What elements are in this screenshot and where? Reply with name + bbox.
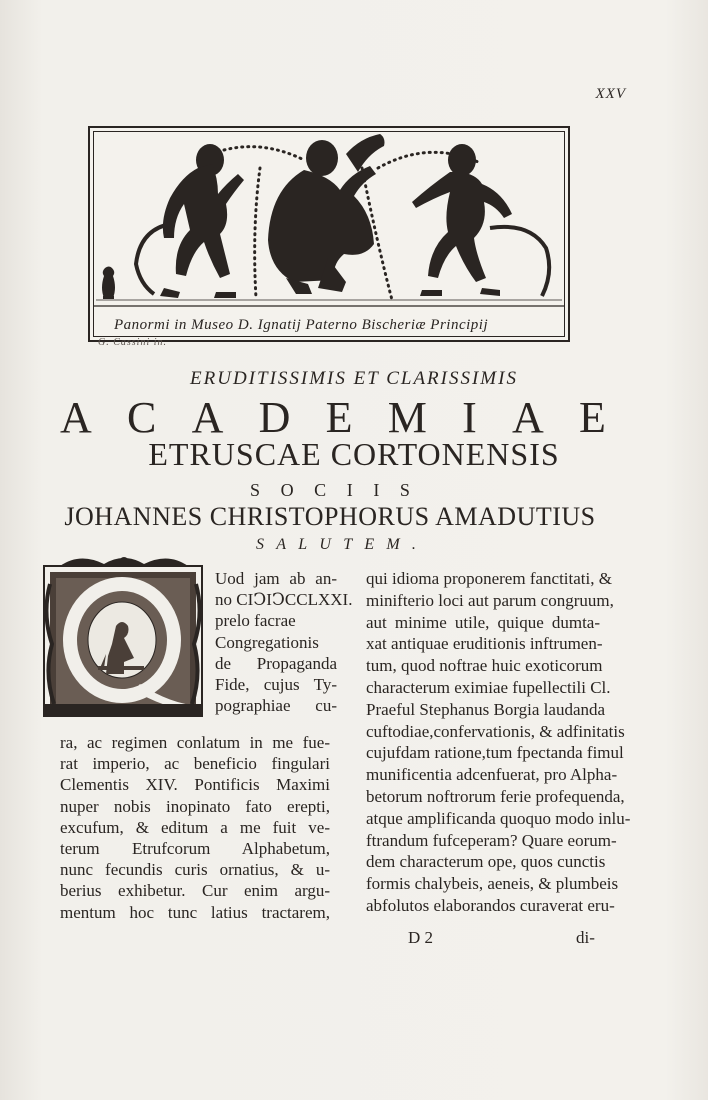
dedication-heading-line1: ERUDITISSIMIS ET CLARISSIMIS [190, 368, 518, 389]
letter: E [364, 536, 375, 553]
letter: A [191, 393, 224, 442]
text-line: nuper nobis inopinato fato erepti, [60, 796, 330, 816]
plate-caption: Panormi in Museo D. Ignatij Paterno Bischeriæ Principij [114, 317, 489, 333]
text-line: mentum hoc tunc latius tractarem, [60, 902, 330, 922]
text-line: characterum eximiae fupellectili Cl. [366, 677, 611, 697]
letter: L [298, 536, 308, 553]
vase-painting-illustration [90, 128, 568, 340]
letter: . [411, 536, 416, 553]
dedication-salutem [256, 536, 416, 554]
text-line: cuftodiae,confervationis, & adfinitatis [366, 721, 625, 741]
text-line: terum Etrufcorum Alphabetum, [60, 839, 330, 859]
text-line: betorum noftrorum ferie profequenda, [366, 786, 625, 806]
satyr-left-figure [136, 144, 244, 298]
text-line: ftrandum fufceperam? Quare eorum- [366, 830, 617, 850]
letter: I [346, 480, 353, 500]
right-column-text [366, 568, 631, 917]
letter: E [579, 393, 606, 442]
text-line: nunc fecundis curis ornatius, & u- [60, 860, 330, 880]
jug-icon [102, 267, 115, 300]
letter: M [386, 536, 400, 553]
letter: S [256, 536, 264, 553]
text-line: no CIↃIↃCCLXXI. [215, 590, 353, 610]
text-line: minifterio loci aut parum congruum, [366, 590, 614, 610]
letter: O [280, 480, 294, 500]
text-line: excufum, & editum a me fuit ve- [60, 817, 330, 837]
text-line: aut minime utile, quique dumta- [366, 612, 600, 632]
signature-mark: D 2 [408, 928, 434, 947]
text-line: pographiae cu- [215, 696, 337, 716]
left-column-indented-text [215, 568, 353, 716]
letter: S [399, 480, 410, 500]
seated-figure [268, 134, 385, 294]
text-line: de Propaganda [215, 653, 337, 673]
letter: I [462, 393, 477, 442]
text-line: Congregationis [215, 632, 319, 652]
letter: A [60, 393, 92, 442]
letter: C [127, 393, 157, 442]
page-number: XXV [595, 86, 626, 102]
text-line: Clementis XIV. Pontificis Maximi [60, 775, 330, 795]
dedication-heading-sociis [250, 480, 410, 501]
letter: D [258, 393, 291, 442]
letter: U [319, 536, 331, 553]
letter: S [250, 480, 261, 500]
text-line: munificentia adcenfuerat, pro Alpha- [366, 765, 618, 785]
letter: A [512, 393, 544, 442]
text-line: ra, ac regimen conlatum in me fue- [60, 733, 330, 752]
letter: I [373, 480, 380, 500]
text-line: cujufdam ratione,tum fpectanda fimul [366, 743, 624, 763]
text-line: tum, quod noftrae huic exoticorum [366, 656, 603, 676]
text-line: berius exhibetur. Cur enim argu- [60, 881, 330, 901]
catchword: di- [576, 928, 595, 947]
engraved-plate [88, 126, 570, 342]
letter: A [276, 536, 287, 553]
letter: E [325, 393, 353, 442]
text-line: xat antiquae eruditionis inftrumen- [366, 634, 603, 654]
text-line: Fide, cujus Ty- [215, 675, 337, 695]
text-line: rat imperio, ac beneficio fingulari [60, 754, 330, 774]
letter: C [314, 480, 327, 500]
text-line: abfolutos elaborandos curaverat eru- [366, 895, 615, 915]
text-line: Uod jam ab an- [215, 569, 337, 588]
letter: M [387, 393, 427, 442]
letter: T [343, 536, 353, 553]
left-column-text [60, 732, 330, 923]
text-line: prelo facrae [215, 611, 296, 631]
text-line: atque amplificanda quoquo modo inlu- [366, 808, 631, 828]
text-line: formis chalybeis, aeneis, & plumbeis [366, 874, 619, 894]
decorated-initial [40, 554, 208, 720]
text-line: dem characterum ope, quos cunctis [366, 852, 606, 872]
satyr-right-figure [412, 144, 549, 296]
ornamental-initial-q [40, 554, 208, 720]
dedication-author-name: JOHANNES CHRISTOPHORUS AMADUTIUS [64, 502, 596, 531]
text-line: Praeful Stephanus Borgia laudanda [366, 699, 606, 719]
dedication-heading-line3: ETRUSCAE CORTONENSIS [148, 436, 560, 472]
engraver-credit: G. Cassini in. [98, 337, 168, 348]
text-line: qui idioma proponerem fanctitati, & [366, 569, 612, 588]
